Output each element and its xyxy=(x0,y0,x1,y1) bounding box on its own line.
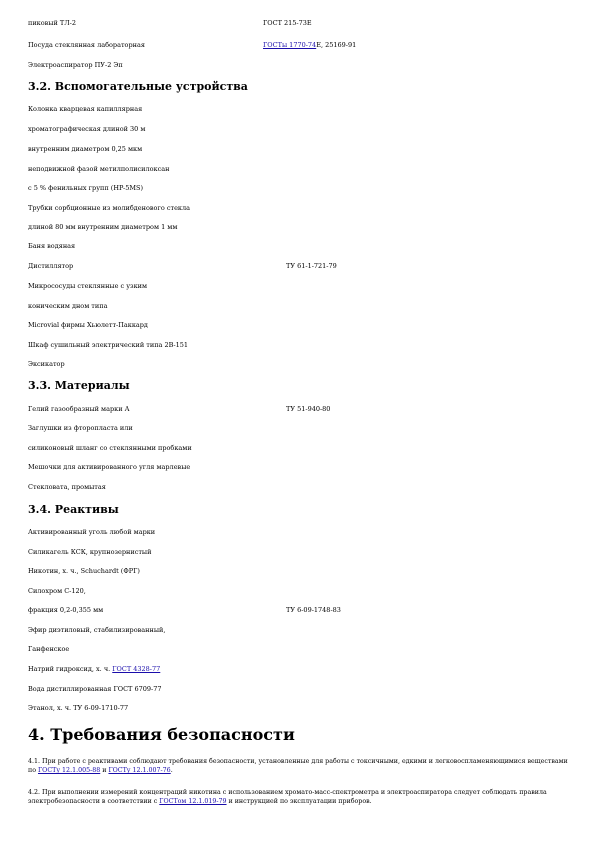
equipment-line: Микрососуды стеклянные с узким xyxy=(28,282,148,290)
paragraph-text: . xyxy=(170,767,173,774)
equipment-line: Microvial фирмы Хьюлетт-Паккард xyxy=(28,321,148,329)
equipment-line: Шкаф сушильный электрический типа 2В-151 xyxy=(28,341,188,349)
material-line: Заглушки из фторопласта или xyxy=(28,424,133,432)
paragraph-text: 4.2. При выполнении измерений концентраций никотина с использованием хромато-масс-спектрометра и электроаспиратора следует соблюдать правила электробезопасности в соответствии с xyxy=(28,789,547,805)
equipment-line: Посуда стеклянная лабораторная xyxy=(28,41,145,49)
paragraph-text: и xyxy=(100,767,109,774)
standard-tail: Е, 25169-91 xyxy=(316,41,357,49)
section-heading-3-3: 3.3. Материалы xyxy=(28,379,130,392)
paragraph-4-2 xyxy=(28,788,568,806)
equipment-line: Электроаспиратор ПУ-2 Эп xyxy=(28,61,123,69)
reagent-line: Никотин, х. ч., Schuchardt (ФРГ) xyxy=(28,567,140,575)
reagent-line: фракция 0,2-0,355 мм xyxy=(28,606,104,614)
equipment-line: хроматографическая длиной 30 м xyxy=(28,125,146,133)
equipment-line: неподвижной фазой метилполисилоксан xyxy=(28,165,170,173)
equipment-line: Трубки сорбционные из молибденового стекла xyxy=(28,204,190,212)
reagent-line: Силохром С-120, xyxy=(28,587,86,595)
equipment-line: пиковый ТЛ-2 xyxy=(28,19,76,27)
paragraph-text: 4.1. При работе с реактивами соблюдают требования безопасности, установленные для работы с токсичными, едкими и легковоспламеняющимися веществами по xyxy=(28,758,568,774)
material-standard: ТУ 51-940-80 xyxy=(286,405,331,413)
equipment-line: коническим дном типа xyxy=(28,302,108,310)
equipment-standard xyxy=(263,41,356,49)
equipment-line: внутренним диаметром 0,25 мкм xyxy=(28,145,143,153)
equipment-line: Дистиллятор xyxy=(28,262,74,270)
gost-link[interactable]: ГОСТы 1770-74 xyxy=(263,41,317,49)
paragraph-4-1 xyxy=(28,757,568,775)
reagent-line xyxy=(28,665,160,673)
reagent-line: Активированный уголь любой марки xyxy=(28,528,156,536)
equipment-line: Колонка кварцевая капиллярная xyxy=(28,105,143,113)
reagent-line: Силикагель КСК, крупнозернистый xyxy=(28,548,152,556)
paragraph-text: и инструкцией по эксплуатации приборов. xyxy=(226,798,372,805)
gost-link[interactable]: ГОСТу 12.1.007-76 xyxy=(108,767,171,774)
gost-link[interactable]: ГОСТ 4328-77 xyxy=(112,665,161,673)
reagent-name: Натрий гидроксид, х. ч. xyxy=(28,665,113,673)
reagent-standard: ТУ 6-09-1748-83 xyxy=(286,606,341,614)
reagent-line: Вода дистиллированная ГОСТ 6709-77 xyxy=(28,685,162,693)
material-line: Мешочки для активированного угля марлевые xyxy=(28,463,191,471)
section-heading-3-4: 3.4. Реактивы xyxy=(28,503,119,516)
gost-link[interactable]: ГОСТу 12.1.005-88 xyxy=(38,767,101,774)
equipment-line: длиной 80 мм внутренним диаметром 1 мм xyxy=(28,223,178,231)
reagent-line: Этанол, х. ч. ТУ 6-09-1710-77 xyxy=(28,704,129,712)
gost-link[interactable]: ГОСТом 12.1.019-79 xyxy=(159,798,227,805)
material-line: силиконовый шланг со стеклянными пробками xyxy=(28,444,192,452)
material-line: Стекловата, промытая xyxy=(28,483,106,491)
equipment-line: Баня водяная xyxy=(28,242,76,250)
equipment-standard: ГОСТ 215-73Е xyxy=(263,19,312,27)
reagent-line: Ганфенское xyxy=(28,645,70,653)
section-heading-4: 4. Требования безопасности xyxy=(28,725,295,744)
section-heading-3-2: 3.2. Вспомогательные устройства xyxy=(28,80,248,93)
equipment-standard: ТУ 61-1-721-79 xyxy=(286,262,337,270)
equipment-line: с 5 % фенильных групп (HP-5MS) xyxy=(28,184,143,192)
material-line: Гелий газообразный марки А xyxy=(28,405,130,413)
equipment-line: Эксикатор xyxy=(28,360,65,368)
reagent-line: Эфир диэтиловый, стабилизированный, xyxy=(28,626,166,634)
